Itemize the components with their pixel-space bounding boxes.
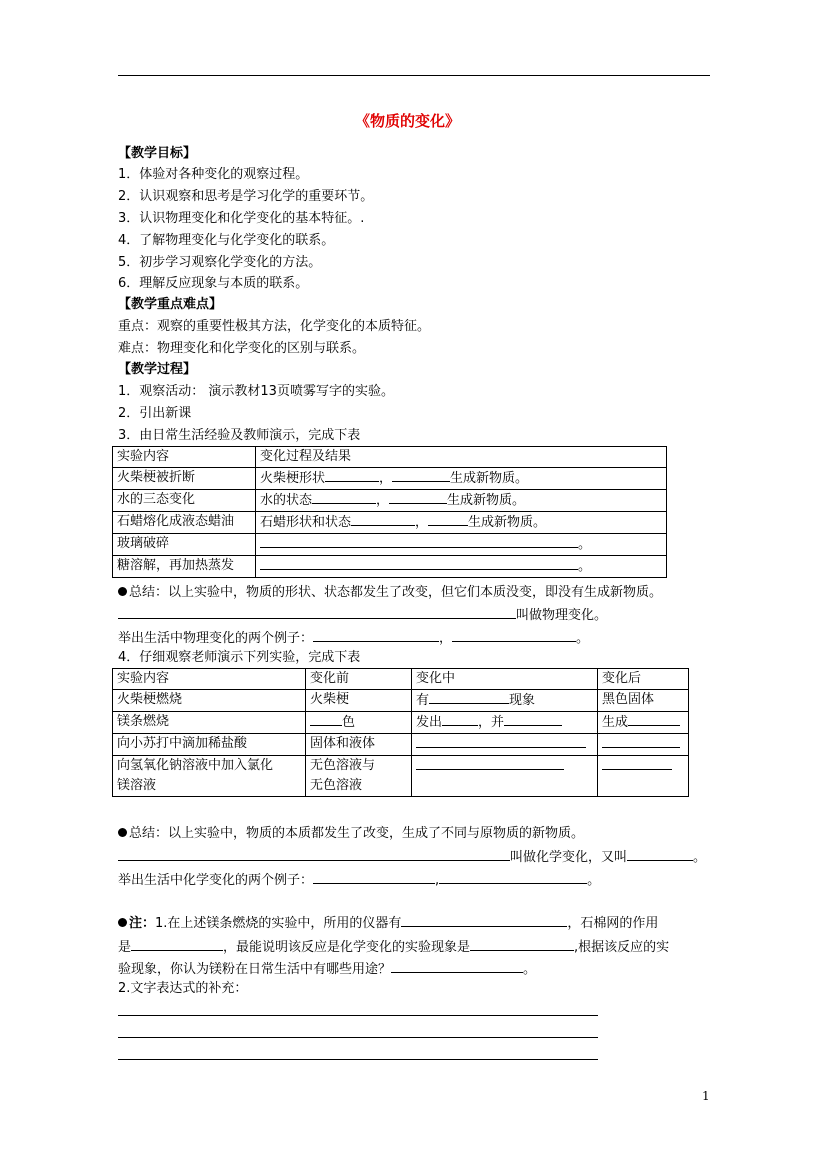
- table-row: [113, 712, 689, 734]
- goal-item: 4．了解物理变化与化学变化的联系。: [118, 233, 335, 248]
- before-cell: 火柴梗: [306, 690, 412, 712]
- summary-1-line-1: 总结：以上实验中，物质的形状、状态都发生了改变，但它们本质没变，即没有生成新物质。: [118, 584, 662, 602]
- chemical-change-table: [112, 668, 689, 797]
- answer-blank[interactable]: [313, 870, 435, 884]
- goals-heading: 【教学目标】: [118, 146, 197, 161]
- goal-item: 2．认识观察和思考是学习化学的重要环节。: [118, 189, 374, 204]
- process-step-3: 3．由日常生活经验及教师演示，完成下表: [118, 428, 361, 443]
- before-cell: 无色溶液与 无色溶液: [306, 756, 412, 797]
- bullet-icon: [118, 918, 127, 927]
- after-cell: 黑色固体: [598, 690, 689, 712]
- summary-2-line-2: 叫做化学变化，又叫 。: [118, 847, 706, 867]
- table-header-row: [113, 669, 689, 690]
- table-header-cell: 变化中: [412, 669, 598, 690]
- answer-blank[interactable]: [260, 534, 578, 548]
- before-cell: 固体和液体: [306, 734, 412, 756]
- key-point-important: 重点：观察的重要性极其方法，化学变化的本质特征。: [118, 319, 431, 334]
- header-rule: [118, 75, 710, 76]
- answer-blank[interactable]: [627, 847, 693, 861]
- document-title: 《物质的变化》: [355, 112, 461, 130]
- experiment-name: 水的三态变化: [113, 490, 256, 512]
- answer-blank[interactable]: [470, 937, 574, 951]
- during-cell: 有 现象: [412, 690, 598, 712]
- answer-line[interactable]: [118, 1059, 598, 1060]
- experiment-name: 石蜡熔化成液态蜡油: [113, 512, 256, 534]
- after-cell: [598, 734, 689, 756]
- goal-item: 3．认识物理变化和化学变化的基本特征。.: [118, 211, 365, 226]
- answer-line[interactable]: [118, 1037, 598, 1038]
- goal-item: 6．理解反应现象与本质的联系。: [118, 276, 309, 291]
- answer-blank[interactable]: [602, 734, 680, 748]
- answer-blank[interactable]: [442, 712, 478, 726]
- after-cell: 生成: [598, 712, 689, 734]
- table-header-cell: 实验内容: [113, 447, 256, 468]
- key-point-difficult: 难点：物理变化和化学变化的区别与联系。: [118, 341, 366, 356]
- chemical-examples: 举出生活中化学变化的两个例子： , 。: [118, 870, 600, 890]
- table-header-row: [113, 447, 667, 468]
- table-header-cell: 实验内容: [113, 669, 306, 690]
- after-cell: [598, 756, 689, 797]
- answer-blank[interactable]: [118, 605, 516, 619]
- answer-blank[interactable]: [429, 690, 509, 704]
- table-row: [113, 690, 689, 712]
- summary-2-line-1: 总结：以上实验中，物质的本质都发生了改变，生成了不同与原物质的新物质。: [118, 825, 584, 843]
- answer-blank[interactable]: [602, 756, 672, 770]
- result-cell: 。: [256, 556, 667, 578]
- key-points-heading: 【教学重点难点】: [118, 297, 223, 312]
- answer-blank[interactable]: [401, 913, 567, 927]
- table-row: [113, 534, 667, 556]
- experiment-name: 糖溶解，再加热蒸发: [113, 556, 256, 578]
- goal-item: 5．初步学习观察化学变化的方法。: [118, 255, 322, 270]
- experiment-name: 玻璃破碎: [113, 534, 256, 556]
- result-cell: 。: [256, 534, 667, 556]
- bullet-icon: [118, 587, 127, 596]
- physical-change-table: [112, 446, 667, 578]
- answer-blank[interactable]: [310, 712, 342, 726]
- process-step-1: 1．观察活动： 演示教材13页喷雾写字的实验。: [118, 384, 394, 399]
- before-cell: 色: [306, 712, 412, 734]
- note-line-3: 验现象，你认为镁粉在日常生活中有哪些用途？ 。: [118, 959, 536, 979]
- answer-line[interactable]: [118, 1015, 598, 1016]
- answer-blank[interactable]: [391, 959, 523, 973]
- result-cell: 水的状态 ， 生成新物质。: [256, 490, 667, 512]
- experiment-name: 火柴梗被折断: [113, 468, 256, 490]
- process-step-2: 2．引出新课: [118, 406, 192, 421]
- table-row: [113, 556, 667, 578]
- table-row: [113, 512, 667, 534]
- table-header-cell: 变化后: [598, 669, 689, 690]
- experiment-name: 向氢氧化钠溶液中加入氯化 镁溶液: [113, 756, 306, 797]
- answer-blank[interactable]: [428, 512, 468, 526]
- answer-blank[interactable]: [118, 847, 510, 861]
- answer-blank[interactable]: [504, 712, 562, 726]
- page-number: 1: [702, 1089, 710, 1103]
- answer-blank[interactable]: [313, 628, 439, 642]
- result-cell: 石蜡形状和状态 ， 生成新物质。: [256, 512, 667, 534]
- table-header-cell: 变化过程及结果: [256, 447, 667, 468]
- during-cell: [412, 756, 598, 797]
- during-cell: [412, 734, 598, 756]
- goal-item: 1．体验对各种变化的观察过程。: [118, 167, 309, 182]
- answer-blank[interactable]: [325, 468, 379, 482]
- experiment-name: 火柴梗燃烧: [113, 690, 306, 712]
- answer-blank[interactable]: [351, 512, 415, 526]
- process-step-4: 4．仔细观察老师演示下列实验，完成下表: [118, 650, 361, 665]
- note-line-1: 注：1.在上述镁条燃烧的实验中，所用的仪器有 ，石棉网的作用: [118, 913, 658, 933]
- answer-blank[interactable]: [392, 468, 450, 482]
- during-cell: 发出 ，并: [412, 712, 598, 734]
- experiment-name: 向小苏打中滴加稀盐酸: [113, 734, 306, 756]
- experiment-name: 镁条燃烧: [113, 712, 306, 734]
- table-row: [113, 468, 667, 490]
- table-header-cell: 变化前: [306, 669, 412, 690]
- note-item-2: 2.文字表达式的补充：: [118, 981, 248, 996]
- answer-blank[interactable]: [389, 490, 447, 504]
- answer-blank[interactable]: [628, 712, 680, 726]
- answer-blank[interactable]: [439, 870, 587, 884]
- note-line-2: 是 ，最能说明该反应是化学变化的实验现象是 ,根据该反应的实: [118, 937, 669, 957]
- physical-examples: 举出生活中物理变化的两个例子： ， 。: [118, 628, 589, 648]
- answer-blank[interactable]: [131, 937, 223, 951]
- table-row: [113, 756, 689, 797]
- answer-blank[interactable]: [312, 490, 376, 504]
- table-row: [113, 490, 667, 512]
- answer-blank[interactable]: [416, 734, 586, 748]
- answer-blank[interactable]: [452, 628, 576, 642]
- answer-blank[interactable]: [260, 556, 578, 570]
- result-cell: 火柴梗形状 ， 生成新物质。: [256, 468, 667, 490]
- process-heading: 【教学过程】: [118, 362, 197, 377]
- table-row: [113, 734, 689, 756]
- summary-1-line-2: 叫做物理变化。: [118, 605, 607, 625]
- answer-blank[interactable]: [416, 756, 564, 770]
- bullet-icon: [118, 828, 127, 837]
